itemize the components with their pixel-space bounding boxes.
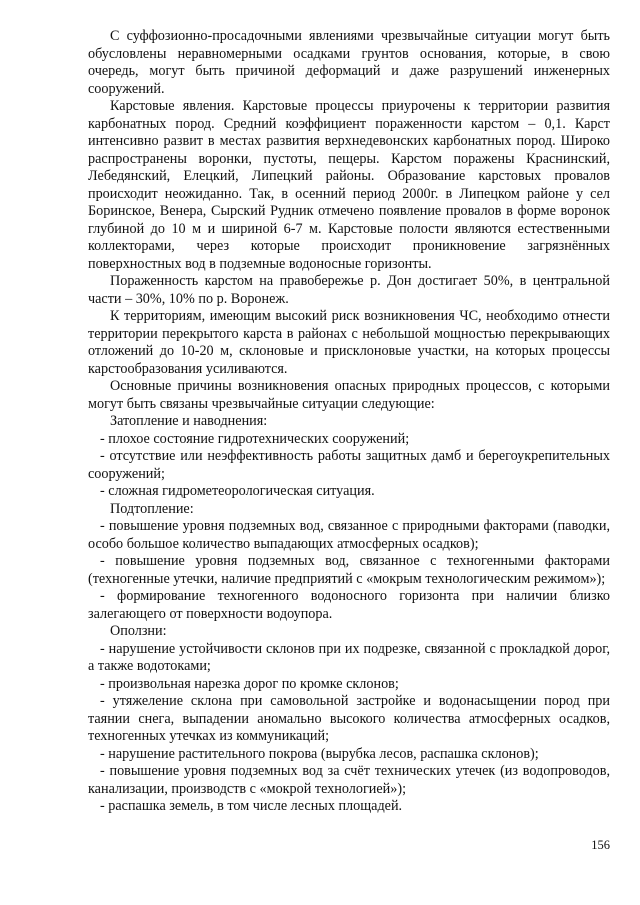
paragraph-karst-extent: Пораженность карстом на правобережье р. Дон достигает 50%, в центральной части – 30%, 10% по р. Воронеж. bbox=[88, 273, 610, 307]
paragraph-suffosion: С суффозионно-просадочными явлениями чрезвычайные ситуации могут быть обусловлены неравномерными осадками грунтов основания, которые, в свою очередь, могут быть причиной деформаций и даже разрушений инженерных сооружений. bbox=[88, 28, 610, 97]
list-item: - распашка земель, в том числе лесных площадей. bbox=[100, 798, 403, 814]
list-item: - плохое состояние гидротехнических сооружений; bbox=[100, 430, 410, 447]
paragraph-risk-territories: К территориям, имеющим высокий риск возникновения ЧС, необходимо отнести территории перекрытого карста в районах с небольшой мощностью перекрывающих отложений до 10-20 м, склоновые и присклоновые участки, на которых процессы карстообразования усиливаются. bbox=[88, 308, 610, 377]
heading-flooding: Затопление и наводнения: bbox=[110, 413, 268, 429]
list-item: - сложная гидрометеорологическая ситуация. bbox=[100, 483, 375, 499]
list-item: - нарушение растительного покрова (вырубка лесов, распашка склонов); bbox=[100, 745, 539, 762]
list-item: - формирование техногенного водоносного горизонта при наличии близко залегающего от поверхности водоупора. bbox=[88, 588, 610, 622]
heading-underflooding: Подтопление: bbox=[110, 500, 194, 517]
paragraph-karst: Карстовые явления. Карстовые процессы приурочены к территории развития карбонатных пород. Средний коэффициент пораженности карстом – 0,1. Карст интенсивно развит в местах развития верхнедевонских карбонатных пород. Широко распространены воронки, пустоты, пещеры. Карстом поражены Краснинский, Лебедянский, Елецкий, Липецкий районы. Образование карстовых провалов происходит неожиданно. Так, в осенний период 2000г. в Липецком районе у сел Боринское, Венера, Сырский Рудник отмечено появление провалов в форме воронок глубиной до 10 м и шириной 6-7 м. Карстовые полости являются естественными коллекторами, через которые происходит проникновение загрязнённых поверхностных вод в подземные водоносные горизонты. bbox=[88, 98, 610, 272]
list-item: - нарушение устойчивости склонов при их подрезке, связанной с прокладкой дорог, а также водотоками; bbox=[88, 640, 610, 674]
heading-landslides: Оползни: bbox=[110, 623, 167, 639]
list-item: - повышение уровня подземных вод, связанное с техногенными факторами (техногенные утечки, наличие предприятий с «мокрым технологическим режимом»); bbox=[88, 553, 610, 587]
list-item: - произвольная нарезка дорог по кромке склонов; bbox=[100, 675, 399, 692]
list-item: - утяжеление склона при самовольной застройке и водонасыщении пород при таянии снега, выпадении аномально высокого количества атмосферных осадков, техногенных утечках из коммуникаций; bbox=[88, 693, 610, 744]
list-item: - отсутствие или неэффективность работы защитных дамб и берегоукрепительных сооружений; bbox=[88, 448, 610, 482]
paragraph-causes-intro: Основные причины возникновения опасных природных процессов, с которыми могут быть связаны чрезвычайные ситуации следующие: bbox=[88, 378, 610, 412]
list-item: - повышение уровня подземных вод, связанное с природными факторами (паводки, особо большое количество выпадающих атмосферных осадков); bbox=[88, 518, 610, 552]
body-text bbox=[88, 28, 610, 816]
list-item: - повышение уровня подземных вод за счёт технических утечек (из водопроводов, канализации, производств с «мокрой технологией»); bbox=[88, 763, 610, 797]
page-number: 156 bbox=[591, 838, 610, 852]
